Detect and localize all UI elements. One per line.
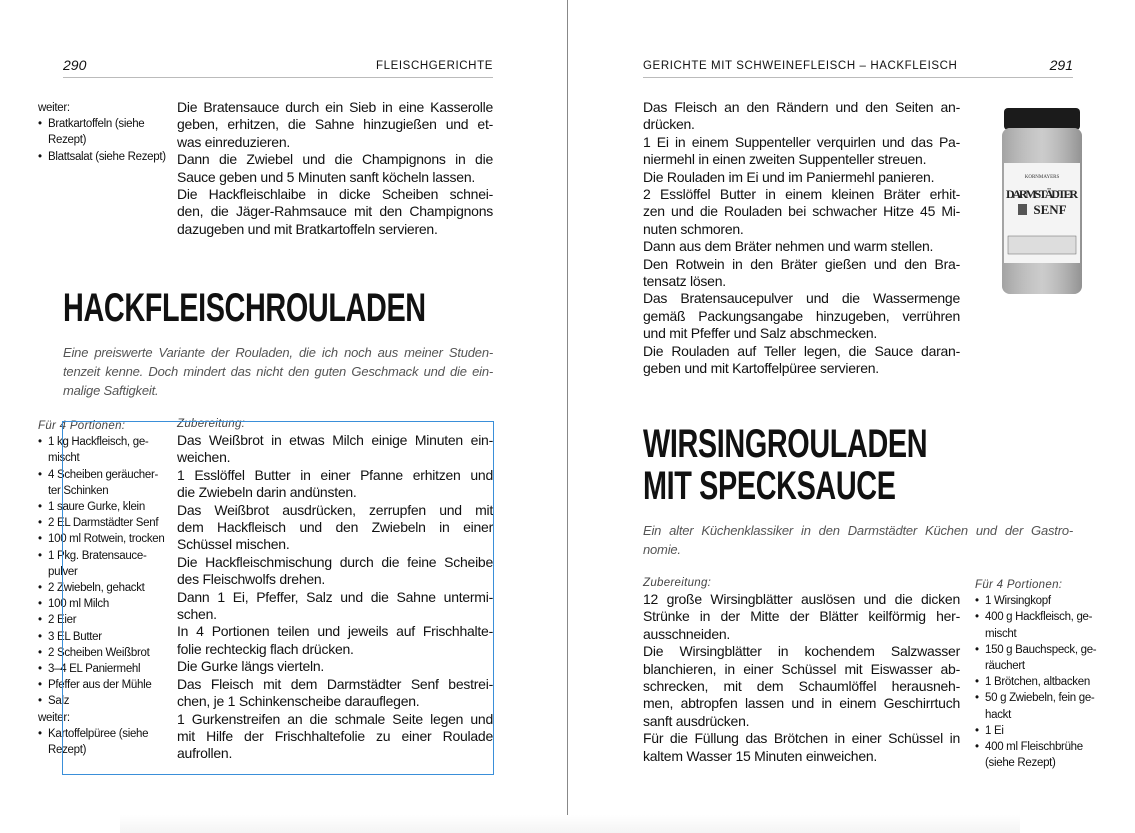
ingredients-list (38, 434, 173, 709)
text-line: Das Bratensaucepulver und die Wassermenge (643, 290, 960, 307)
recipe-title: HACKFLEISCHROULADEN (63, 286, 426, 330)
text-line: tensatz lösen. (643, 273, 726, 290)
header-rule-left (63, 77, 493, 78)
mustard-jar-image (998, 108, 1086, 298)
list-item: • 4 Scheiben geräucher- ter Schinken (38, 467, 173, 499)
text-line: gemäß Packungsangabe hinzugeben, verrühren (643, 307, 960, 324)
list-item: • 1 saure Gurke, klein (38, 499, 173, 515)
list-item: • 2 EL Darmstädter Senf (38, 515, 173, 531)
page-gutter (567, 0, 568, 833)
text-line: Die Hackfleischlaibe in dicke Scheiben schnei- (177, 186, 493, 203)
intro-line: malige Saftigkeit. (63, 383, 159, 398)
text-line: 12 große Wirsingblätter auslösen und die dicken (643, 591, 960, 607)
list-item: • Pfeffer aus der Mühle (38, 677, 173, 693)
list-item: • 1 Wirsingkopf (975, 593, 1105, 609)
text-line: kaltem Wasser 15 Minuten einweichen. (643, 747, 878, 764)
preparation-label: Zubereitung: (177, 418, 246, 430)
text-line: Den Rotwein in den Bräter gießen und den Bra- (643, 255, 960, 272)
text-line: Das Fleisch an den Rändern und den Seiten an- (643, 99, 960, 115)
text-line: sanft ausdrücken. (643, 712, 750, 729)
side-extras-label: weiter: (38, 102, 70, 114)
text-line: nuten schmoren. (643, 220, 744, 237)
page-shadow (120, 815, 1020, 833)
list-item: • 3–4 EL Paniermehl (38, 661, 173, 677)
text-line: dem Hackfleisch und den Zwiebeln in einer (177, 519, 493, 536)
recipe-title-line2: MIT SPECKSAUCE (643, 464, 896, 508)
text-line: dazugeben und mit Bratkartoffeln servieren. (177, 220, 438, 237)
instructions-continued (177, 99, 493, 238)
list-item: • 150 g Bauchspeck, ge- räuchert (975, 642, 1105, 674)
text-line: Die Hackfleischmischung durch die feine Scheibe (177, 553, 493, 570)
recipe-intro (63, 343, 493, 400)
portions-label-right: Für 4 Portionen: (975, 579, 1063, 591)
text-line: Das Fleisch mit dem Darmstädter Senf bestrei- (177, 675, 493, 692)
text-line: und mit Pfeffer und Salz abschmecken. (643, 325, 878, 342)
side-extras-list (38, 116, 173, 165)
text-line: 1 Ei in einem Suppenteller verquirlen und das Pa- (643, 133, 960, 150)
text-line: weichen. (177, 449, 231, 466)
text-line: mit Hilfe der Frischhaltefolie zu einer Roulade (177, 727, 493, 744)
list-item: • 400 ml Fleischbrühe (siehe Rezept) (975, 739, 1105, 771)
text-line: Dann aus dem Bräter nehmen und warm stellen. (643, 238, 934, 255)
text-line: Die Rouladen auf Teller legen, die Sauce daran- (643, 342, 960, 359)
running-head-left: FLEISCHGERICHTE (376, 60, 493, 72)
recipe-intro-right (643, 521, 1073, 559)
intro-line: tenzeit kenne. Doch mindert das nicht den guten Geschmack und die ein- (63, 364, 493, 379)
text-line: drücken. (643, 116, 695, 133)
list-item: • 1 kg Hackfleisch, ge- mischt (38, 434, 173, 466)
text-line: Für die Füllung das Brötchen in einer Schüssel in (643, 730, 960, 747)
text-line: In 4 Portionen teilen und jeweils auf Frischhalte- (177, 623, 493, 640)
list-item: • 400 g Hackfleisch, ge- mischt (975, 609, 1105, 641)
preparation-steps (177, 432, 493, 763)
text-line: chen, je 1 Schinkenscheibe darauflegen. (177, 693, 420, 710)
page-number-left: 290 (63, 57, 87, 73)
text-line: was einreduzieren. (177, 133, 291, 150)
preparation-block-right (643, 577, 960, 765)
list-item: • 2 Eier (38, 612, 173, 628)
ingredients-block-right (975, 577, 1105, 771)
text-line: geben und mit Kartoffelpüree servieren. (643, 360, 879, 377)
portions-label: Für 4 Portionen: (38, 420, 126, 432)
recipe-title-line1: WIRSINGROULADEN (643, 422, 928, 466)
list-item: • 2 Zwiebeln, gehackt (38, 580, 173, 596)
text-line: Dann die Zwiebel und die Champignons in die (177, 151, 493, 168)
text-line: niermehl in einen zweiten Suppenteller streuen. (643, 151, 927, 168)
text-line: folie rechteckig flach drücken. (177, 640, 354, 657)
text-line: schrecken, mit dem Schaumlöffel herausneh- (643, 678, 960, 695)
svg-text:KORNMAYERS: KORNMAYERS (1024, 175, 1060, 180)
text-line: aufrollen. (177, 745, 233, 762)
text-line: Sauce geben und 5 Minuten sanft köcheln lassen. (177, 168, 476, 185)
instructions-continued-right (643, 99, 960, 378)
text-line: Die Wirsingblätter in kochendem Salzwasser (643, 643, 960, 660)
list-item: • Bratkartoffeln (siehe Rezept) (38, 116, 173, 148)
list-item: • Salz (38, 693, 173, 709)
recipe-title-right (643, 423, 927, 507)
text-line: 2 Esslöffel Butter in einem kleinen Bräter erhit- (643, 186, 960, 203)
text-line: blanchieren, in einer Schüssel mit Eiswasser ab- (643, 660, 960, 677)
text-line: Das Weißbrot ausdrücken, zerrupfen und mit (177, 501, 493, 518)
text-line: des Fleischwolfs drehen. (177, 571, 326, 588)
list-item: • 3 EL Butter (38, 629, 173, 645)
extras-label: weiter: (38, 711, 70, 724)
text-line: 1 Esslöffel Butter in einer Pfanne erhitzen und (177, 466, 493, 483)
text-line: Die Gurke längs vierteln. (177, 658, 325, 675)
text-line: Die Bratensauce durch ein Sieb in eine Kasserolle (177, 99, 493, 115)
svg-text:SENF: SENF (1033, 202, 1067, 217)
text-line: die Zwiebeln darin andünsten. (177, 484, 357, 501)
list-item: • 100 ml Milch (38, 596, 173, 612)
svg-text:DARMSTÄDTER: DARMSTÄDTER (1006, 187, 1078, 201)
text-line: Das Weißbrot in etwas Milch einige Minuten ein- (177, 432, 493, 448)
list-item: • 2 Scheiben Weißbrot (38, 645, 173, 661)
preparation-block (177, 418, 493, 763)
list-item: • 50 g Zwiebeln, fein ge- hackt (975, 690, 1105, 722)
ingredients-list-right (975, 593, 1105, 771)
text-line: men, abtropfen lassen und in einem Geschirrtuch (643, 695, 960, 712)
ingredients-block (38, 418, 173, 758)
text-line: den, die Jäger-Rahmsauce mit den Champignons (177, 203, 493, 220)
list-item: • 1 Brötchen, altbacken (975, 674, 1105, 690)
intro-line: nomie. (643, 542, 681, 557)
list-item: • 1 Pkg. Bratensauce- pulver (38, 548, 173, 580)
list-item: • 100 ml Rotwein, trocken (38, 531, 173, 547)
running-head-right: GERICHTE MIT SCHWEINEFLEISCH – HACKFLEISCH (643, 60, 958, 72)
preparation-label-right: Zubereitung: (643, 577, 712, 589)
side-extras-top (38, 100, 173, 165)
text-line: Dann 1 Ei, Pfeffer, Salz und die Sahne untermi- (177, 588, 493, 605)
text-line: ausschneiden. (643, 625, 731, 642)
text-line: zen und die Rouladen bei schwacher Hitze 45 Mi- (643, 203, 960, 220)
text-line: geben, erhitzen, die Sahne hinzugießen und et- (177, 116, 493, 133)
text-line: Die Rouladen im Ei und im Paniermehl panieren. (643, 168, 935, 185)
list-item: • Kartoffelpüree (siehe Rezept) (38, 726, 173, 758)
text-line: Strünke in der Mitte der Blätter keilförmig her- (643, 608, 960, 625)
list-item: • Blattsalat (siehe Rezept) (38, 149, 173, 165)
text-line: schen. (177, 606, 217, 623)
preparation-steps-right (643, 591, 960, 765)
page-number-right: 291 (1049, 57, 1073, 73)
header-rule-right (643, 77, 1073, 78)
intro-line: Eine preiswerte Variante der Rouladen, die ich noch aus meiner Studen- (63, 345, 493, 360)
list-item: • 1 Ei (975, 723, 1105, 739)
text-line: Schüssel mischen. (177, 536, 290, 553)
text-line: 1 Gurkenstreifen an die schmale Seite legen und (177, 710, 493, 727)
intro-line: Ein alter Küchenklassiker in den Darmstädter Küchen und der Gastro- (643, 523, 1073, 538)
extras-list (38, 726, 173, 758)
